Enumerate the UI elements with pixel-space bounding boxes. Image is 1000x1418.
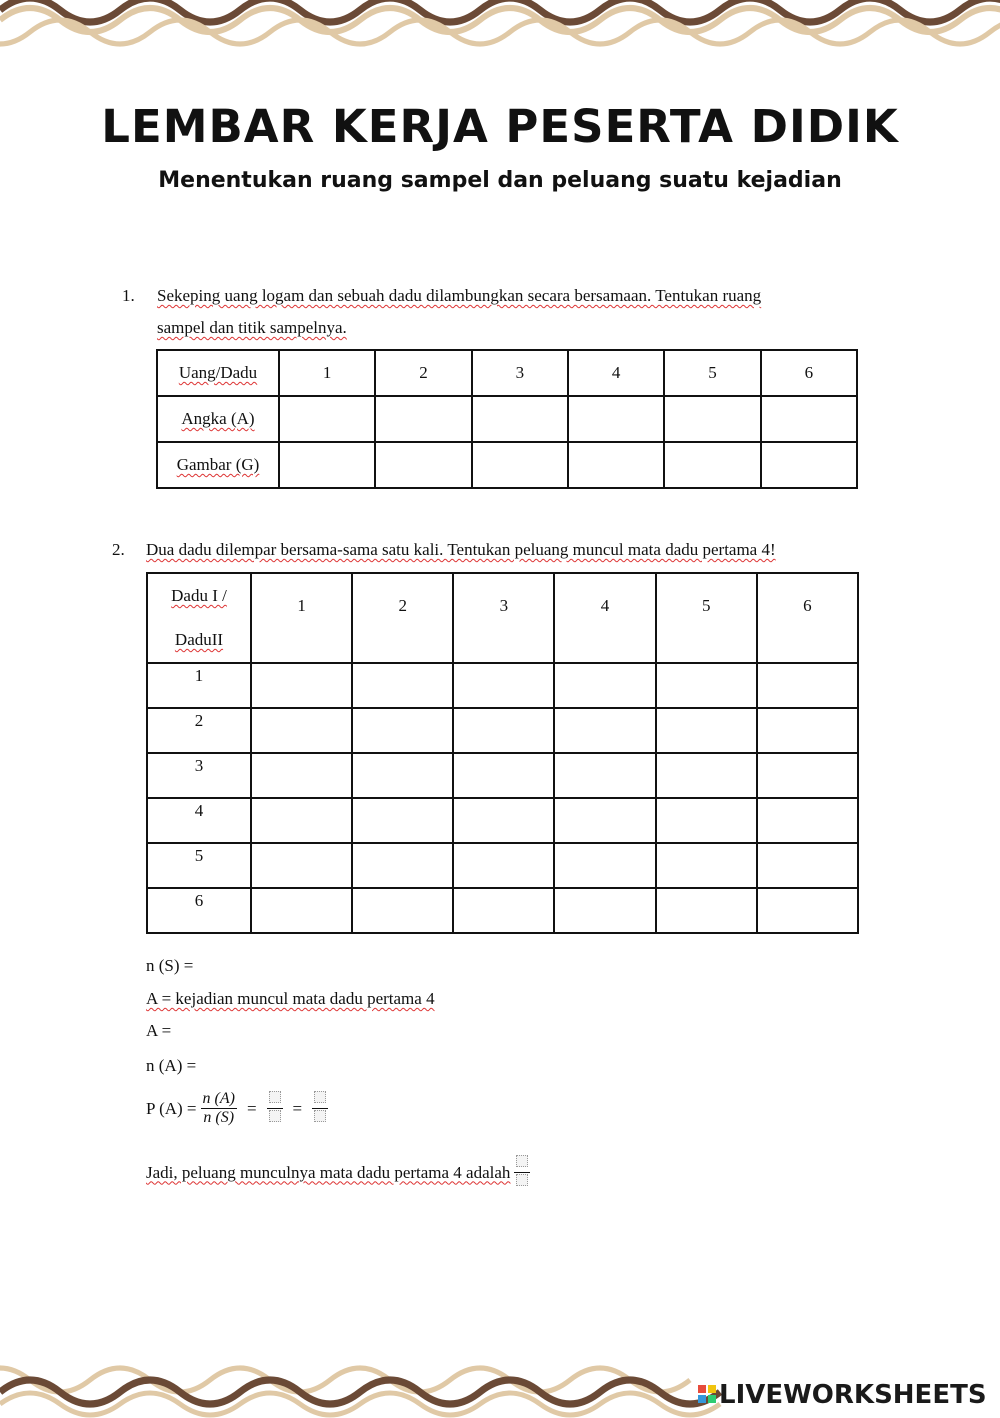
top-wave-border — [0, 0, 1000, 60]
formula-fraction — [201, 1090, 237, 1127]
equals-sign: = — [292, 1098, 303, 1118]
table-2-row-header: 3 — [147, 753, 251, 798]
question-1-text-line1: Sekeping uang logam dan sebuah dadu dilambungkan secara bersamaan. Tentukan ruang — [157, 286, 762, 305]
table-1-answer-cell[interactable] — [279, 396, 375, 442]
table-2-answer-cell[interactable] — [453, 888, 554, 933]
table-1-answer-cell[interactable] — [664, 442, 760, 488]
table-2-answer-cell[interactable] — [656, 663, 757, 708]
equals-sign: = — [246, 1098, 257, 1118]
brand-name: LIVEWORKSHEETS — [719, 1380, 987, 1410]
question-2 — [112, 534, 872, 566]
answer-fraction-1 — [267, 1090, 283, 1127]
table-2-row-header: 5 — [147, 843, 251, 888]
table-1-row-header: Gambar (G) — [157, 442, 279, 488]
table-1-column-header: 4 — [568, 350, 664, 396]
table-2-answer-cell[interactable] — [453, 843, 554, 888]
table-2-column-header: 4 — [554, 573, 655, 663]
table-1-row-header: Angka (A) — [157, 396, 279, 442]
table-2-answer-cell[interactable] — [656, 843, 757, 888]
table-1-answer-cell[interactable] — [761, 396, 857, 442]
table-1-column-header: 3 — [472, 350, 568, 396]
table-2-row-header: 2 — [147, 708, 251, 753]
table-2-column-header: 3 — [453, 573, 554, 663]
table-2-answer-cell[interactable] — [453, 798, 554, 843]
conclusion-fraction — [514, 1154, 530, 1191]
table-1-answer-cell[interactable] — [375, 442, 471, 488]
table-2-row-header: 4 — [147, 798, 251, 843]
event-a-set-line: A = — [146, 1021, 172, 1040]
page-title: LEMBAR KERJA PESERTA DIDIK — [101, 100, 899, 153]
table-1-answer-cell[interactable] — [472, 396, 568, 442]
table-2-answer-cell[interactable] — [251, 798, 352, 843]
table-2-answer-cell[interactable] — [251, 708, 352, 753]
numerator-input-box[interactable] — [516, 1155, 528, 1167]
denominator-input-box[interactable] — [314, 1110, 326, 1122]
question-2-text: Dua dadu dilempar bersama-sama satu kali. Tentukan peluang muncul mata dadu pertama 4! — [146, 540, 776, 559]
table-2-answer-cell[interactable] — [352, 798, 453, 843]
numerator-input-box[interactable] — [314, 1091, 326, 1103]
table-2-answer-cell[interactable] — [352, 888, 453, 933]
table-1-answer-cell[interactable] — [761, 442, 857, 488]
table-2-answer-cell[interactable] — [757, 888, 858, 933]
answer-fraction-2 — [312, 1090, 328, 1127]
table-1-answer-cell[interactable] — [568, 442, 664, 488]
table-1-answer-cell[interactable] — [375, 396, 471, 442]
table-1-corner-header: Uang/Dadu — [157, 350, 279, 396]
question-1 — [122, 280, 862, 344]
table-2-column-header: 2 — [352, 573, 453, 663]
table-2-answer-cell[interactable] — [251, 753, 352, 798]
table-1-answer-cell[interactable] — [472, 442, 568, 488]
table-2-answer-cell[interactable] — [554, 663, 655, 708]
table-2-answer-cell[interactable] — [453, 663, 554, 708]
sample-space-table-1 — [156, 349, 858, 489]
table-2-answer-cell[interactable] — [554, 798, 655, 843]
table-2-answer-cell[interactable] — [656, 888, 757, 933]
table-1-column-header: 6 — [761, 350, 857, 396]
table-1-answer-cell[interactable] — [568, 396, 664, 442]
table-1-answer-cell[interactable] — [279, 442, 375, 488]
question-1-number: 1. — [122, 286, 135, 305]
table-1-column-header: 5 — [664, 350, 760, 396]
formula-numerator: n (A) — [202, 1090, 235, 1107]
table-2-answer-cell[interactable] — [554, 753, 655, 798]
probability-label: P (A) = — [146, 1098, 197, 1118]
table-2-row-header: 1 — [147, 663, 251, 708]
table-2-column-header: 1 — [251, 573, 352, 663]
formula-denominator: n (S) — [203, 1109, 235, 1126]
denominator-input-box[interactable] — [516, 1174, 528, 1186]
table-2-answer-cell[interactable] — [352, 663, 453, 708]
table-2-answer-cell[interactable] — [757, 843, 858, 888]
table-2-answer-cell[interactable] — [554, 888, 655, 933]
table-2-answer-cell[interactable] — [757, 753, 858, 798]
table-1-answer-cell[interactable] — [664, 396, 760, 442]
table-2-answer-cell[interactable] — [251, 843, 352, 888]
table-2-answer-cell[interactable] — [757, 708, 858, 753]
liveworksheets-logo — [698, 1380, 987, 1410]
table-2-answer-cell[interactable] — [453, 753, 554, 798]
numerator-input-box[interactable] — [269, 1091, 281, 1103]
table-2-column-header: 5 — [656, 573, 757, 663]
table-1-column-header: 2 — [375, 350, 471, 396]
n-s-line: n (S) = — [146, 956, 194, 975]
table-2-answer-cell[interactable] — [352, 843, 453, 888]
page-subtitle: Menentukan ruang sampel dan peluang suatu kejadian — [158, 168, 842, 193]
table-2-answer-cell[interactable] — [656, 798, 757, 843]
table-2-column-header: 6 — [757, 573, 858, 663]
conclusion-line — [146, 1154, 534, 1191]
denominator-input-box[interactable] — [269, 1110, 281, 1122]
table-2-row-header: 6 — [147, 888, 251, 933]
table-2-answer-cell[interactable] — [352, 708, 453, 753]
conclusion-text: Jadi, peluang munculnya mata dadu pertama 4 adalah — [146, 1162, 511, 1182]
table-2-answer-cell[interactable] — [554, 843, 655, 888]
question-2-number: 2. — [112, 540, 125, 559]
table-2-answer-cell[interactable] — [251, 888, 352, 933]
table-2-answer-cell[interactable] — [757, 798, 858, 843]
n-a-line: n (A) = — [146, 1056, 197, 1075]
question-1-text-line2: sampel dan titik sampelnya. — [157, 318, 347, 337]
probability-formula — [146, 1090, 332, 1127]
table-2-corner-header: Dadu I / DaduII — [147, 573, 251, 663]
table-2-answer-cell[interactable] — [352, 753, 453, 798]
table-1-column-header: 1 — [279, 350, 375, 396]
table-2-answer-cell[interactable] — [554, 708, 655, 753]
sample-space-table-2 — [146, 572, 859, 934]
table-2-answer-cell[interactable] — [656, 753, 757, 798]
table-2-answer-cell[interactable] — [251, 663, 352, 708]
liveworksheets-icon — [698, 1385, 716, 1403]
table-2-answer-cell[interactable] — [757, 663, 858, 708]
event-a-definition: A = kejadian muncul mata dadu pertama 4 — [146, 989, 435, 1008]
table-2-answer-cell[interactable] — [453, 708, 554, 753]
table-2-answer-cell[interactable] — [656, 708, 757, 753]
